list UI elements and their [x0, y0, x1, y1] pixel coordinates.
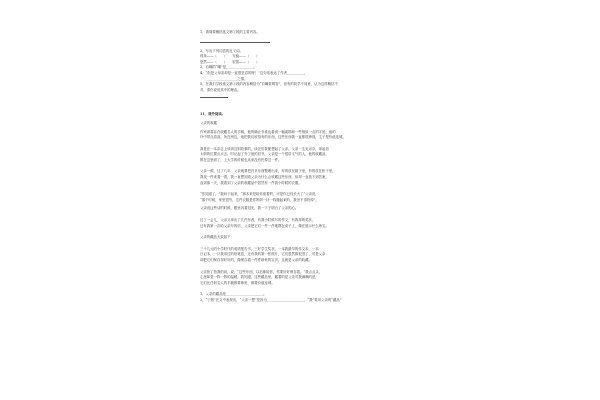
paragraph-line: 过了一会儿，父亲又拿出了几件东西，有我小时候写的作文，有我得的奖状， [200, 218, 316, 223]
questions-bottom [200, 292, 415, 303]
article-title: 父亲的收藏 [200, 120, 217, 125]
paragraph-line: 太倒的位置点点去，时记起了外了他的旧书，父亲是一个很讲义气的人，他的收藏品， [200, 152, 329, 157]
paragraph-line: 父亲拍了拍我的肩，说，“这些东西，以后都给你，你要好好保存着。”我点点头， [200, 269, 323, 274]
question-5: 5、在我们学校选文第①段的内容概括为“自嘲要明智”，但有的同学不同意，认为这样概括不 [200, 82, 338, 87]
question-5-cont: 对，请你说说其中的理由。 [200, 87, 241, 92]
question-2: 2、写出下列词语的近义词。 [200, 48, 243, 53]
paragraph [200, 192, 415, 203]
question-1: 1、请简要概括选文第①段的主要内容。 [200, 30, 260, 34]
document-page [200, 30, 415, 304]
paragraph [200, 147, 415, 164]
question-4-cont: ＿＿＿＿＿＿＿＿＿之情。 [200, 76, 248, 81]
article-body [200, 130, 415, 287]
answer-line [200, 39, 415, 46]
paragraph-line: 父亲一照，过了几年，父亲就要把许多东西整理出来，有的放在箱子里，有的放在柜子里， [200, 169, 336, 174]
question-4: 4、“但是父母亲却是一直很坚忍的呀！”这句话表达了作者＿＿＿＿＿， [200, 70, 308, 75]
paragraph-line: 我找一件来看一看，我一直想知道父亲为什么会收藏这些东西，但却一直找不到答案， [200, 175, 329, 180]
paragraph-line: “你知道了，”我问于起来，“那本来是给你留着的，可是你已经长大了”父亲说， [200, 192, 319, 197]
paragraph-line: 日记本，一只我用过的铅笔盒，还有我的第一张照片，它们虽然都很旧了，可是父亲 [200, 252, 326, 257]
question-bottom-1: 1、父亲的藏品是＿＿＿＿＿＿＿＿＿＿＿。 [200, 292, 267, 297]
paragraph-line: 还有我第一次给父亲写的信，父亲把它们一件一件地摆在桌子上，像在展示什么珍宝。 [200, 223, 329, 228]
questions-top [200, 30, 415, 100]
question-2-row-2: 悠然——（ ） 寂寞——（ ） [200, 59, 260, 64]
paragraph [200, 247, 415, 264]
paragraph-line: “那个时候，家里很穷，这件衣服是你妈妈一针一线缝起来的，我舍不得扔掉”。 [200, 197, 319, 202]
section-title: 11、课外阅读。 [200, 112, 226, 117]
paragraph-line: 却把它们保存得好好的，像保存着一件件珍贵的宝贝，这就是父亲的收藏。 [200, 258, 312, 262]
question-2-row-1: 孤单——（ ） 安稳——（ ） [200, 54, 260, 59]
paragraph-line: 三十几元的小学时代的成绩报告书，三好学生奖状，一本我最早的作文本，一本 [200, 246, 319, 251]
paragraph-line: 朴中带点清高，所在两边，他把我们收拾有的东西，这些东西我一直都很珍视，丈子是价值连城。 [200, 135, 346, 140]
question-3: 3、自嘲的“嘲”是＿＿＿＿＿＿＿＿。 [200, 65, 257, 70]
paragraph-line: 父亲说这些话的时候，眼里闪着泪光，我一下子明白了父亲的心。 [200, 206, 299, 211]
question-bottom-2: 2、“宁愿”在文中表现出，“父亲一想”是因为＿＿＿＿＿＿＿＿＿＿＿，“我”要用父亲的“藏品” [200, 297, 342, 302]
paragraph-line: 父亲的藏品大致如下： [200, 235, 234, 240]
paragraph-line: 都在这里面了，上大学的时候也从来没有扔掉过一件。 [200, 157, 282, 162]
paragraph [200, 130, 415, 141]
paragraph-line: 作家席慕容在收藏名人的手稿，他的确让书桌也看到一幅素描和一些细致一点的字迹，他的 [200, 129, 336, 134]
paragraph [200, 270, 415, 287]
paragraph [200, 169, 415, 186]
paragraph [200, 218, 415, 229]
paragraph-line: 它们比任何名人的手稿都要珍贵，都要价值连城。 [200, 280, 275, 285]
paragraph-line: 心里却是一阵一阵的温暖，我知道，这些藏品里，藏着的是父亲对我满满的爱， [200, 275, 319, 280]
paragraph-line: 直到那一天，我看到了父亲的收藏品中居然有一件我小时候的衣服。 [200, 180, 302, 185]
paragraph-line: 我是在一本杂志上读到这则故事的，读完后我便想起了父亲。父亲一生无可奈，拿起信 [200, 146, 329, 151]
answer-line [200, 93, 415, 100]
